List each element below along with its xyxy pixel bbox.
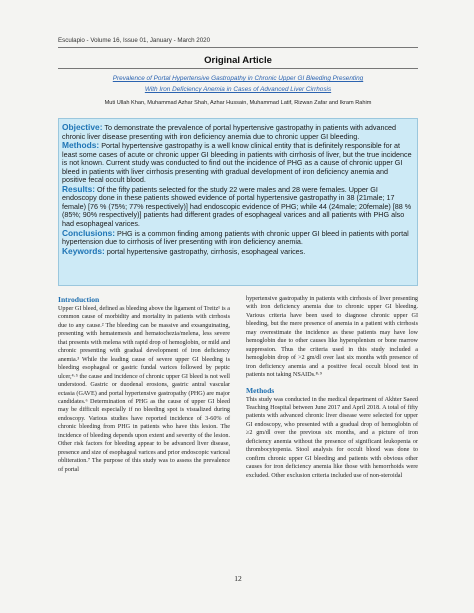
methods-heading: Methods <box>246 385 275 395</box>
header-rule <box>58 47 418 48</box>
article-type: Original Article <box>204 55 272 66</box>
methods-label: Methods: <box>62 140 100 151</box>
keywords-label: Keywords: <box>62 245 105 256</box>
page-number: 12 <box>234 574 242 583</box>
objective-label: Objective: <box>62 122 103 132</box>
introduction-heading: Introduction <box>58 295 100 304</box>
article-title <box>58 73 418 95</box>
abstract-box <box>58 118 418 286</box>
author-list: Muti Ullah Khan, Muhammad Azhar Shah, Azhar Hussain, Muhammad Latif, Rizwan Zafar and Ikram Rahim <box>104 100 372 106</box>
abstract-results <box>62 185 414 229</box>
results-label: Results: <box>62 183 96 194</box>
introduction-text: Upper GI bleed, defined as bleeding above the ligament of Treitz¹ is a common cause of morbidity and mortality in patients with cirrhosis due to any cause.² The bleeding can be massive and exsanguinating, presenting with hematemesis and hematochezia/melena, less severe that presents with melena with rapid drop of hemoglobin, or mild and chronic presenting with gradual development of iron deficiency anemia.³ While the leading cause of severe upper GI bleeding is bleeding esophageal or gastric fundal varices followed by peptic ulcer,⁴·⁵ the cause and incidence of chronic upper GI bleed is not well understood. Gastric or duodenal erosions, gastric antral vascular ectasia (GAVE) and portal hypertensive gastropathy (PHG) are major candidates.⁶ Determination of PHG as the cause of upper GI bleed may be difficult especially if no bleeding spot is visualized during endoscopy. Various studies have reported incidence of 3-60% of chronic bleeding from PHG in patients who have this lesion. The incidence of bleeding depends upon extent and severity of the lesion. Other risk factors for bleeding appear to be advanced liver disease, presence and size of esophageal varices and prior endoscopic variceal obliteration.⁷ The purpose of this study was to assess the prevalence of portal <box>58 306 230 473</box>
abstract-methods <box>62 141 414 185</box>
title-line-1: Prevalence of Portal Hypertensive Gastropathy in Chronic Upper GI Bleeding Presenting <box>112 75 364 82</box>
objective-text: To demonstrate the prevalence of portal hypertensive gastropathy in patients with advanced chronic liver disease presenting with iron deficiency anemia due to chronic upper GI bleeding. <box>62 123 397 141</box>
abstract-keywords <box>62 247 414 257</box>
abstract-conclusions <box>62 229 414 247</box>
right-column <box>246 295 418 480</box>
conclusions-label: Conclusions: <box>62 227 116 238</box>
title-rule <box>58 68 418 69</box>
journal-header: Esculapio - Volume 16, Issue 01, January - March 2020 <box>58 37 211 44</box>
introduction-continued-text: hypertensive gastropathy in patients with cirrhosis of liver presenting with iron deficiency anemia due to chronic upper GI bleeding. Various criteria have been used to diagnose chronic upper GI bleeding, but the mere presence of anemia in a patient with cirrhosis may overestimate the incidence as these patients may have low hemoglobin due to other causes like hypersplenism or bone marrow suppression. Thus the criteria used in this study included a hemoglobin drop of >2 gm/dl over last six months with presence of iron deficiency anemia and a positive fecal occult blood test in patients not taking NSAIDs.⁸·⁹ <box>246 296 418 379</box>
keywords-text: portal hypertensive gastropathy, cirrhosis, esophageal varices. <box>104 246 306 256</box>
results-text: Of the fifty patients selected for the study 22 were males and 28 were females. Upper GI endoscopy done in these patients showed evidence of portal hypertensive gastropathy in 38 (21male; 17 female) [76 % (75%; 77% respectively)] had endoscopic evidence of PHG; while 44 (24male; 20female) [88 % (85%; 90% respectively)] patients had different grades of esophageal varices and all patients with PHG also had esophageal varices. <box>62 184 412 229</box>
left-column <box>58 295 230 474</box>
title-line-2: With Iron Deficiency Anemia in Cases of Advanced Liver Cirrhosis <box>144 86 332 93</box>
conclusions-text: PHG is a common finding among patients with chronic upper GI bleed in patients with portal hypertension due to cirrhosis of liver presenting with iron deficiency anemia. <box>62 228 409 247</box>
methods-body-text: This study was conducted in the medical department of Akhter Saeed Teaching Hospital between June 2017 and April 2018. A total of fifty patients with advanced chronic liver disease were selected for upper GI endoscopy, who presented with a gradual drop of hemoglobin of ≥2 gm/dl over the previous six months, and a picture of iron deficiency anemia without the presence of significant leukopenia or thrombocytopenia. Stool analysis for occult blood was done to confirm chronic upper GI bleeding and patients with obvious other causes for iron deficiency anemia like those with hemorrhoids were excluded. Other exclusion criteria included use of non-steroidal <box>246 396 418 479</box>
methods-text: Portal hypertensive gastropathy is a well know clinical entity that is definitely responsible for at least some cases of acute or chronic upper GI bleeding in patients with cirrhosis of liver, but the true incidence is not known. Current study was conducted to find out the incidence of PHG as a cause of chronic upper GI bleed in patients with liver cirrhosis presenting with gradual development of iron deficiency anemia and positive fecal occult blood. <box>62 141 412 185</box>
abstract-objective <box>62 123 414 141</box>
